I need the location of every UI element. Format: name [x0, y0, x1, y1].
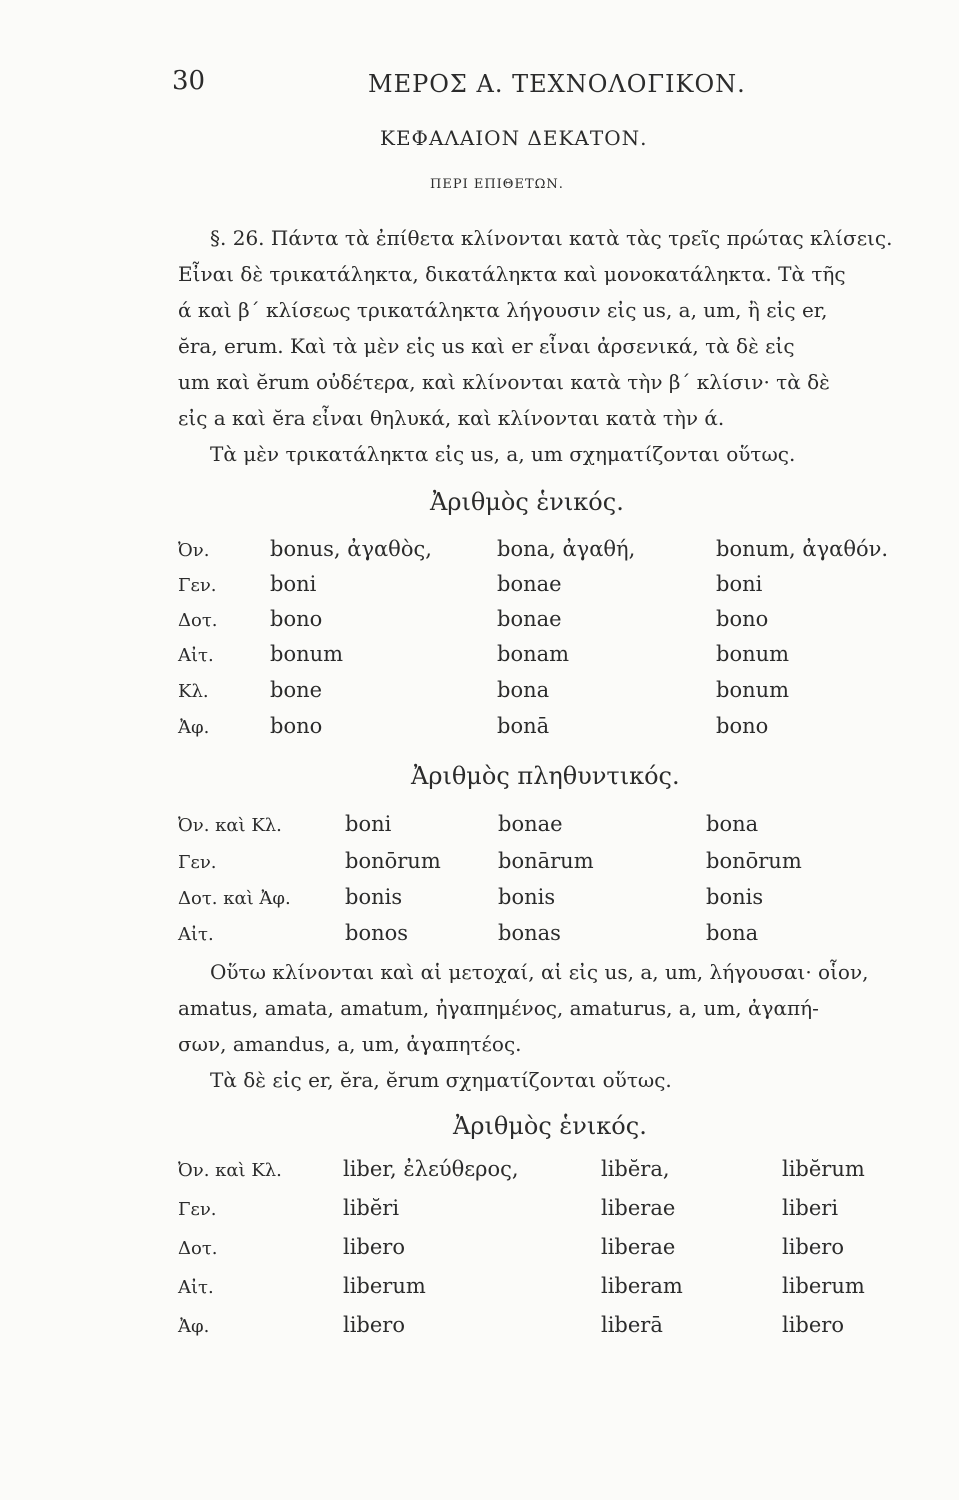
masculine-form: bono: [270, 607, 323, 631]
case-label: Αἰτ.: [178, 924, 214, 945]
feminine-form: bonae: [498, 812, 563, 836]
neuter-form: bono: [716, 607, 769, 631]
neuter-form: liberum: [782, 1274, 865, 1298]
section-title: ΠΕΡΙ ΕΠΙΘΕΤΩΝ.: [430, 177, 564, 192]
neuter-form: libero: [782, 1235, 844, 1259]
case-label: Αἰτ.: [178, 1277, 214, 1298]
neuter-form: bonis: [706, 885, 764, 909]
neuter-form: bona: [706, 812, 759, 836]
neuter-form: bona: [706, 921, 759, 945]
masculine-form: bone: [270, 678, 323, 702]
feminine-form: liberam: [601, 1274, 683, 1298]
case-label: Δοτ.: [178, 610, 218, 631]
case-label: Ἀφ.: [178, 717, 210, 738]
feminine-form: liberae: [601, 1196, 676, 1220]
feminine-form: bonis: [498, 885, 556, 909]
masculine-form: liber, ἐλεύθερος,: [343, 1157, 519, 1181]
neuter-form: boni: [716, 572, 763, 596]
case-label: Ὀν. καὶ Κλ.: [178, 1160, 282, 1181]
masculine-form: boni: [270, 572, 317, 596]
running-head: ΜΕΡΟΣ Α. ΤΕΧΝΟΛΟΓΙΚΟΝ.: [368, 70, 746, 98]
masculine-form: boni: [345, 812, 392, 836]
intro-line: ά καὶ β΄ κλίσεως τρικατάληκτα λήγουσιν εἰς us, a, um, ἢ εἰς er,: [178, 298, 828, 322]
neuter-form: libero: [782, 1313, 844, 1337]
feminine-form: liberae: [601, 1235, 676, 1259]
page-number: 30: [172, 66, 206, 96]
case-label: Ὀν.: [178, 540, 210, 561]
masculine-form: libero: [343, 1313, 405, 1337]
feminine-form: bona, ἀγαθή,: [497, 537, 636, 561]
case-label: Κλ.: [178, 681, 209, 702]
intro-line: ĕra, erum. Καὶ τὰ μὲν εἰς us καὶ er εἶναι ἀρσενικά, τὰ δὲ εἰς: [178, 334, 795, 358]
feminine-form: bonae: [497, 607, 562, 631]
table-heading-plural: Ἀριθμὸς πληθυντικός.: [411, 762, 680, 790]
chapter-title: ΚΕΦΑΛΑΙΟΝ ΔΕΚΑΤΟΝ.: [380, 126, 648, 150]
masculine-form: libĕri: [343, 1196, 400, 1220]
masculine-form: bonus, ἀγαθὸς,: [270, 537, 432, 561]
neuter-form: bonōrum: [706, 849, 802, 873]
neuter-form: libĕrum: [782, 1157, 865, 1181]
intro-line: Τὰ μὲν τρικατάληκτα εἰς us, a, um σχηματίζονται οὕτως.: [210, 442, 796, 466]
paragraph-line: Τὰ δὲ εἰς er, ĕra, ĕrum σχηματίζονται οὕτως.: [210, 1068, 672, 1092]
case-label: Ὀν. καὶ Κλ.: [178, 815, 282, 836]
feminine-form: bonam: [497, 642, 570, 666]
masculine-form: bonum: [270, 642, 344, 666]
paragraph-line: Οὕτω κλίνονται καὶ αἱ μετοχαί, αἱ εἰς us, a, um, λήγουσαι· οἷον,: [210, 960, 869, 984]
feminine-form: bona: [497, 678, 550, 702]
neuter-form: bonum: [716, 678, 790, 702]
neuter-form: liberi: [782, 1196, 839, 1220]
case-label: Ἀφ.: [178, 1316, 210, 1337]
neuter-form: bonum, ἀγαθόν.: [716, 537, 889, 561]
paragraph-line: σων, amandus, a, um, ἀγαπητέος.: [178, 1032, 522, 1056]
case-label: Δοτ. καὶ Ἀφ.: [178, 888, 291, 909]
masculine-form: bonis: [345, 885, 403, 909]
feminine-form: libĕra,: [601, 1157, 670, 1181]
feminine-form: bonārum: [498, 849, 594, 873]
case-label: Δοτ.: [178, 1238, 218, 1259]
masculine-form: liberum: [343, 1274, 426, 1298]
masculine-form: libero: [343, 1235, 405, 1259]
feminine-form: bonas: [498, 921, 561, 945]
intro-line: um καὶ ĕrum οὐδέτερα, καὶ κλίνονται κατὰ τὴν β΄ κλίσιν· τὰ δὲ: [178, 370, 830, 394]
neuter-form: bono: [716, 714, 769, 738]
case-label: Γεν.: [178, 852, 217, 873]
masculine-form: bono: [270, 714, 323, 738]
intro-line: Εἶναι δὲ τρικατάληκτα, δικατάληκτα καὶ μονοκατάληκτα. Τὰ τῆς: [178, 262, 846, 286]
masculine-form: bonōrum: [345, 849, 441, 873]
feminine-form: bonā: [497, 714, 550, 738]
paragraph-line: amatus, amata, amatum, ἠγαπημένος, amaturus, a, um, ἀγαπή-: [178, 996, 819, 1020]
case-label: Αἰτ.: [178, 645, 214, 666]
intro-line: εἰς a καὶ ĕra εἶναι θηλυκά, καὶ κλίνονται κατὰ τὴν ά.: [178, 406, 725, 430]
table-heading-singular-er: Ἀριθμὸς ἑνικός.: [453, 1112, 647, 1140]
case-label: Γεν.: [178, 575, 217, 596]
intro-line: §. 26. Πάντα τὰ ἐπίθετα κλίνονται κατὰ τὰς τρεῖς πρώτας κλίσεις.: [210, 226, 893, 250]
case-label: Γεν.: [178, 1199, 217, 1220]
table-heading-singular: Ἀριθμὸς ἑνικός.: [430, 488, 624, 516]
neuter-form: bonum: [716, 642, 790, 666]
feminine-form: bonae: [497, 572, 562, 596]
feminine-form: liberā: [601, 1313, 663, 1337]
masculine-form: bonos: [345, 921, 409, 945]
